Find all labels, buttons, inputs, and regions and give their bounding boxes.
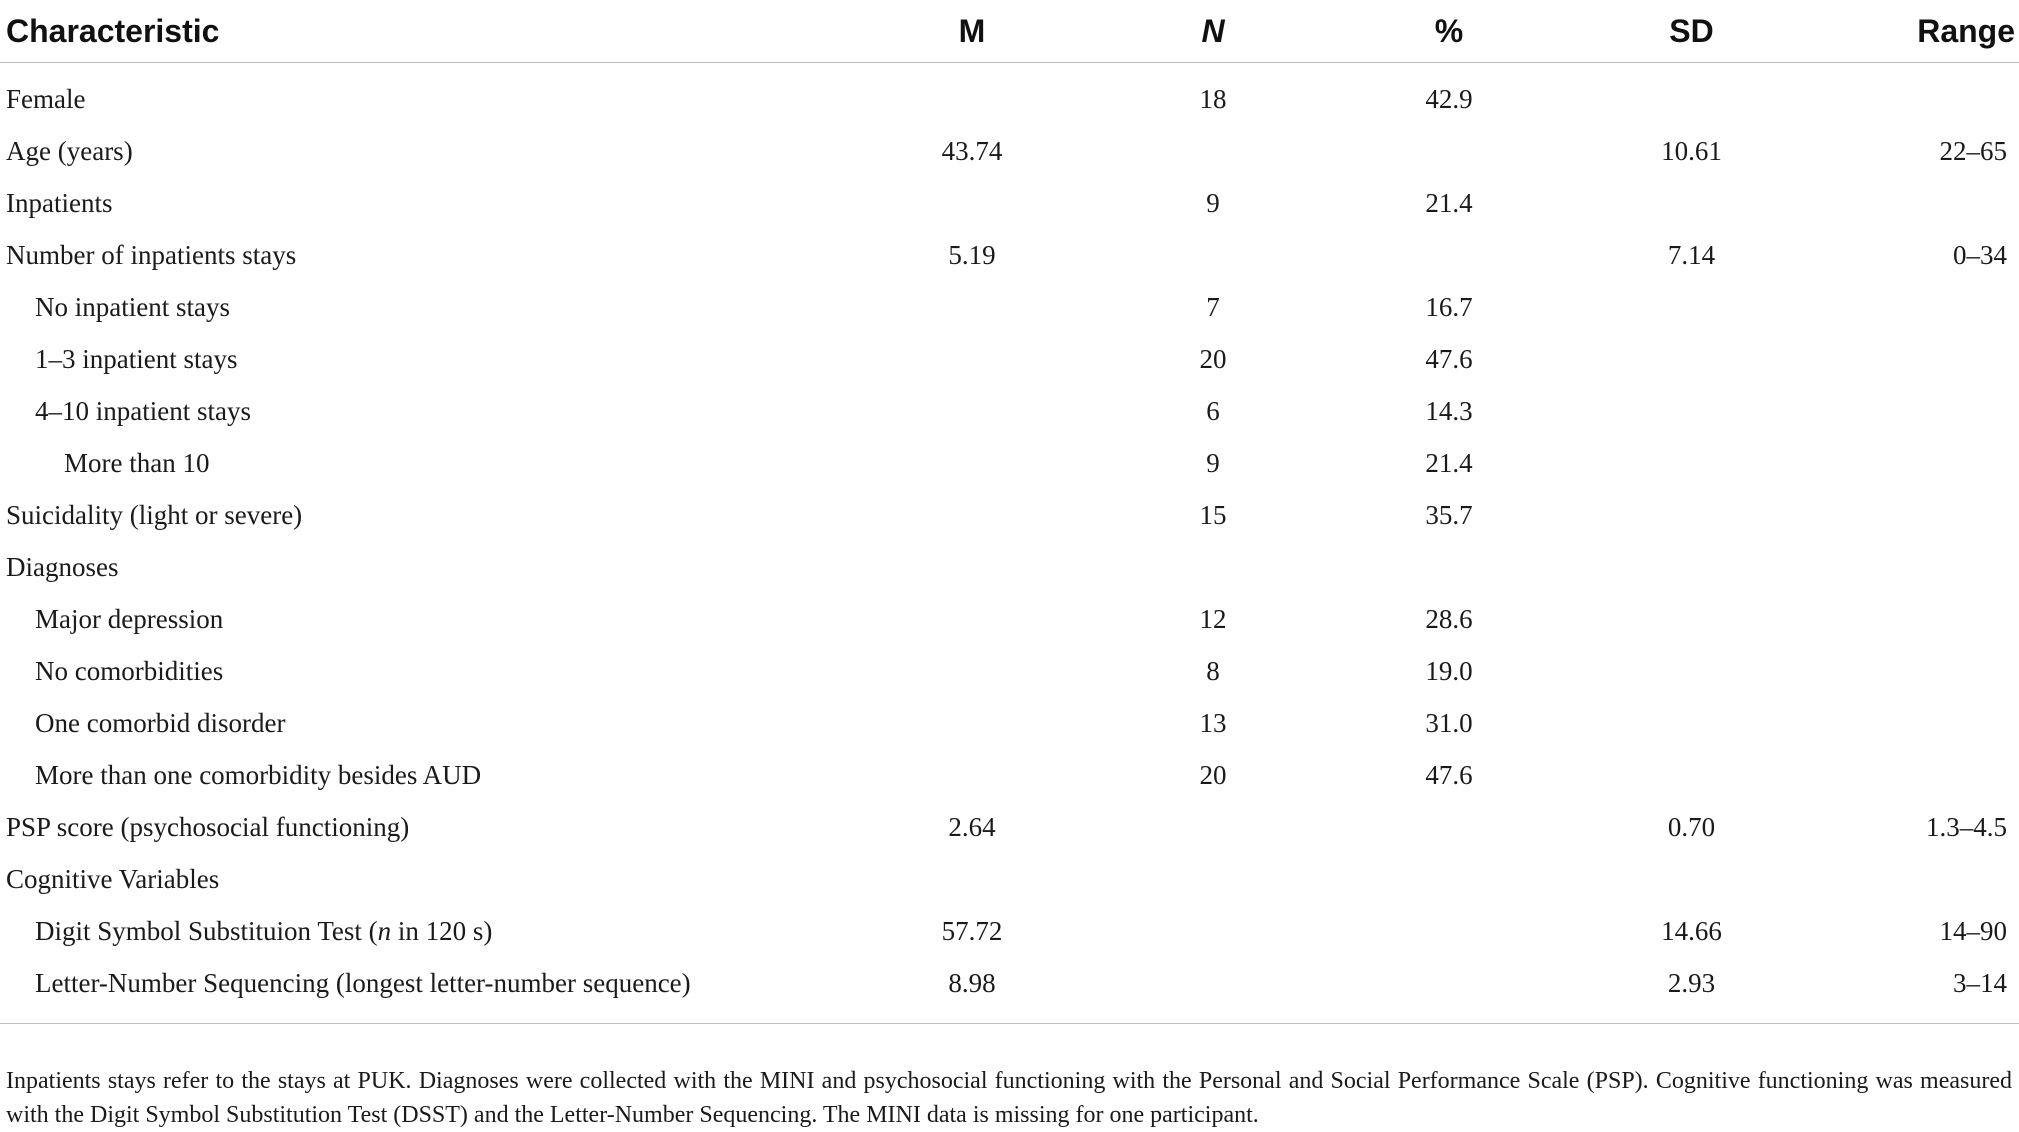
cell-range: [1833, 593, 2019, 645]
cell-range: [1833, 177, 2019, 229]
cell-n: 20: [1199, 343, 1227, 374]
cell-sd: 14.66: [1661, 915, 1722, 946]
cell-sd: 2.93: [1667, 967, 1716, 998]
cell-sd: [1550, 645, 1833, 697]
cell-sd: [1550, 281, 1833, 333]
cell-sd: 7.14: [1667, 239, 1716, 270]
cell-range: [1833, 749, 2019, 801]
cell-percent: 16.7: [1425, 291, 1473, 322]
cell-m: 8.98: [948, 967, 996, 998]
row-label-part: Digit Symbol Substituion Test (: [35, 915, 378, 946]
cell-percent: 35.7: [1425, 499, 1473, 530]
cell-m: [866, 489, 1078, 541]
cell-m: [866, 437, 1078, 489]
cell-percent: 28.6: [1425, 603, 1473, 634]
cell-sd: 0.70: [1667, 811, 1716, 842]
row-label: No inpatient stays: [35, 291, 230, 322]
table-row: [0, 593, 2019, 645]
cell-m: [866, 281, 1078, 333]
cell-range: [1833, 697, 2019, 749]
table-row: [0, 541, 2019, 593]
row-label: More than one comorbidity besides AUD: [35, 759, 482, 790]
table-row: [0, 125, 2019, 177]
table-footnote: Inpatients stays refer to the stays at PUK. Diagnoses were collected with the MINI and psychosocial functioning with the Personal and Social Performance Scale (PSP). Cognitive functioning was measured with the Digit Symbol Substitution Test (DSST) and the Letter-Number Sequencing. The MINI data is missing for one participant.: [6, 1068, 2012, 1128]
cell-percent: 14.3: [1425, 395, 1473, 426]
cell-sd: [1550, 333, 1833, 385]
table-row: [0, 333, 2019, 385]
table-row: [0, 749, 2019, 801]
cell-n: 9: [1206, 447, 1220, 478]
table-row: [0, 437, 2019, 489]
cell-range: [1833, 73, 2019, 125]
row-label: One comorbid disorder: [35, 707, 286, 738]
cell-range: [1833, 853, 2019, 905]
cell-n: [1078, 905, 1348, 957]
row-label: Suicidality (light or severe): [6, 499, 303, 530]
cell-sd: [1550, 385, 1833, 437]
cell-n: [1078, 541, 1348, 593]
cell-sd: [1550, 541, 1833, 593]
cell-n: 7: [1206, 291, 1220, 322]
row-label: Number of inpatients stays: [6, 239, 297, 270]
row-label: Major depression: [35, 603, 224, 634]
cell-m: [866, 73, 1078, 125]
cell-range: 22–65: [1939, 135, 2007, 166]
cell-percent: [1348, 541, 1550, 593]
cell-range: [1833, 281, 2019, 333]
cell-percent: [1348, 853, 1550, 905]
header-percent: %: [1348, 0, 1550, 63]
cell-sd: [1550, 437, 1833, 489]
cell-sd: [1550, 489, 1833, 541]
cell-n: [1078, 853, 1348, 905]
cell-m: [866, 645, 1078, 697]
row-label: 4–10 inpatient stays: [35, 395, 251, 426]
cell-range: 1.3–4.5: [1926, 811, 2007, 842]
row-label: More than 10: [64, 447, 210, 478]
cell-n: [1078, 125, 1348, 177]
cell-range: 14–90: [1939, 915, 2007, 946]
cell-range: [1833, 541, 2019, 593]
cell-sd: [1550, 593, 1833, 645]
row-label: No comorbidities: [35, 655, 224, 686]
table-row: [0, 697, 2019, 749]
cell-n: [1078, 801, 1348, 853]
cell-m: [866, 541, 1078, 593]
header-characteristic: Characteristic: [0, 0, 866, 63]
table-row: [0, 645, 2019, 697]
cell-m: [866, 177, 1078, 229]
cell-m: 2.64: [948, 811, 996, 842]
cell-n: [1078, 229, 1348, 281]
cell-percent: [1348, 801, 1550, 853]
table-row: [0, 177, 2019, 229]
cell-range: [1833, 489, 2019, 541]
cell-percent: [1348, 957, 1550, 1009]
table-body: [0, 63, 2019, 1024]
table-row: [0, 489, 2019, 541]
row-label: Cognitive Variables: [6, 863, 220, 894]
cell-sd: [1550, 749, 1833, 801]
cell-percent: 31.0: [1425, 707, 1473, 738]
row-label: [0, 905, 866, 957]
cell-percent: 42.9: [1425, 83, 1473, 114]
table-row: [0, 853, 2019, 905]
table-row: [0, 957, 2019, 1009]
row-label: Age (years): [6, 135, 133, 166]
header-sd: SD: [1550, 0, 1833, 63]
cell-sd: [1550, 177, 1833, 229]
row-label: Letter-Number Sequencing (longest letter-number sequence): [35, 967, 691, 998]
row-label-italic: n: [377, 915, 392, 946]
cell-m: [866, 385, 1078, 437]
cell-percent: 47.6: [1425, 343, 1473, 374]
cell-m: [866, 853, 1078, 905]
table-row: [0, 229, 2019, 281]
cell-n: 18: [1199, 83, 1227, 114]
cell-m: [866, 333, 1078, 385]
cell-n: [1078, 957, 1348, 1009]
row-label: 1–3 inpatient stays: [35, 343, 238, 374]
cell-n: 13: [1199, 707, 1227, 738]
cell-m: [866, 749, 1078, 801]
cell-sd: [1550, 853, 1833, 905]
cell-percent: [1348, 125, 1550, 177]
cell-m: 43.74: [941, 135, 1003, 166]
table-row: [0, 905, 2019, 957]
row-label: Female: [6, 83, 86, 114]
header-n: N: [1078, 0, 1348, 63]
cell-percent: 47.6: [1425, 759, 1473, 790]
table-row: [0, 73, 2019, 125]
row-label: Diagnoses: [6, 551, 119, 582]
cell-percent: 21.4: [1425, 187, 1473, 218]
cell-range: [1833, 437, 2019, 489]
cell-sd: 10.61: [1661, 135, 1722, 166]
cell-m: [866, 697, 1078, 749]
header-row: [0, 0, 2019, 63]
cell-percent: [1348, 229, 1550, 281]
cell-percent: 19.0: [1425, 655, 1473, 686]
cell-sd: [1550, 73, 1833, 125]
row-label: Inpatients: [6, 187, 113, 218]
table-row: [0, 801, 2019, 853]
cell-percent: [1348, 905, 1550, 957]
row-label-part: in 120 s): [391, 915, 493, 946]
cell-range: [1833, 385, 2019, 437]
cell-m: [866, 593, 1078, 645]
header-m: M: [866, 0, 1078, 63]
cell-n: 15: [1199, 499, 1227, 530]
cell-range: 3–14: [1953, 967, 2007, 998]
row-label: PSP score (psychosocial functioning): [6, 811, 410, 842]
cell-m: 5.19: [948, 239, 996, 270]
cell-n: 6: [1206, 395, 1220, 426]
cell-n: 8: [1206, 655, 1220, 686]
cell-range: [1833, 645, 2019, 697]
cell-m: 57.72: [941, 915, 1003, 946]
header-range: Range: [1833, 0, 2019, 63]
cell-range: [1833, 333, 2019, 385]
cell-n: 20: [1199, 759, 1227, 790]
cell-percent: 21.4: [1425, 447, 1473, 478]
table-row: [0, 281, 2019, 333]
cell-n: 12: [1199, 603, 1227, 634]
cell-range: 0–34: [1953, 239, 2007, 270]
cell-sd: [1550, 697, 1833, 749]
cell-n: 9: [1206, 187, 1220, 218]
table-row: [0, 385, 2019, 437]
